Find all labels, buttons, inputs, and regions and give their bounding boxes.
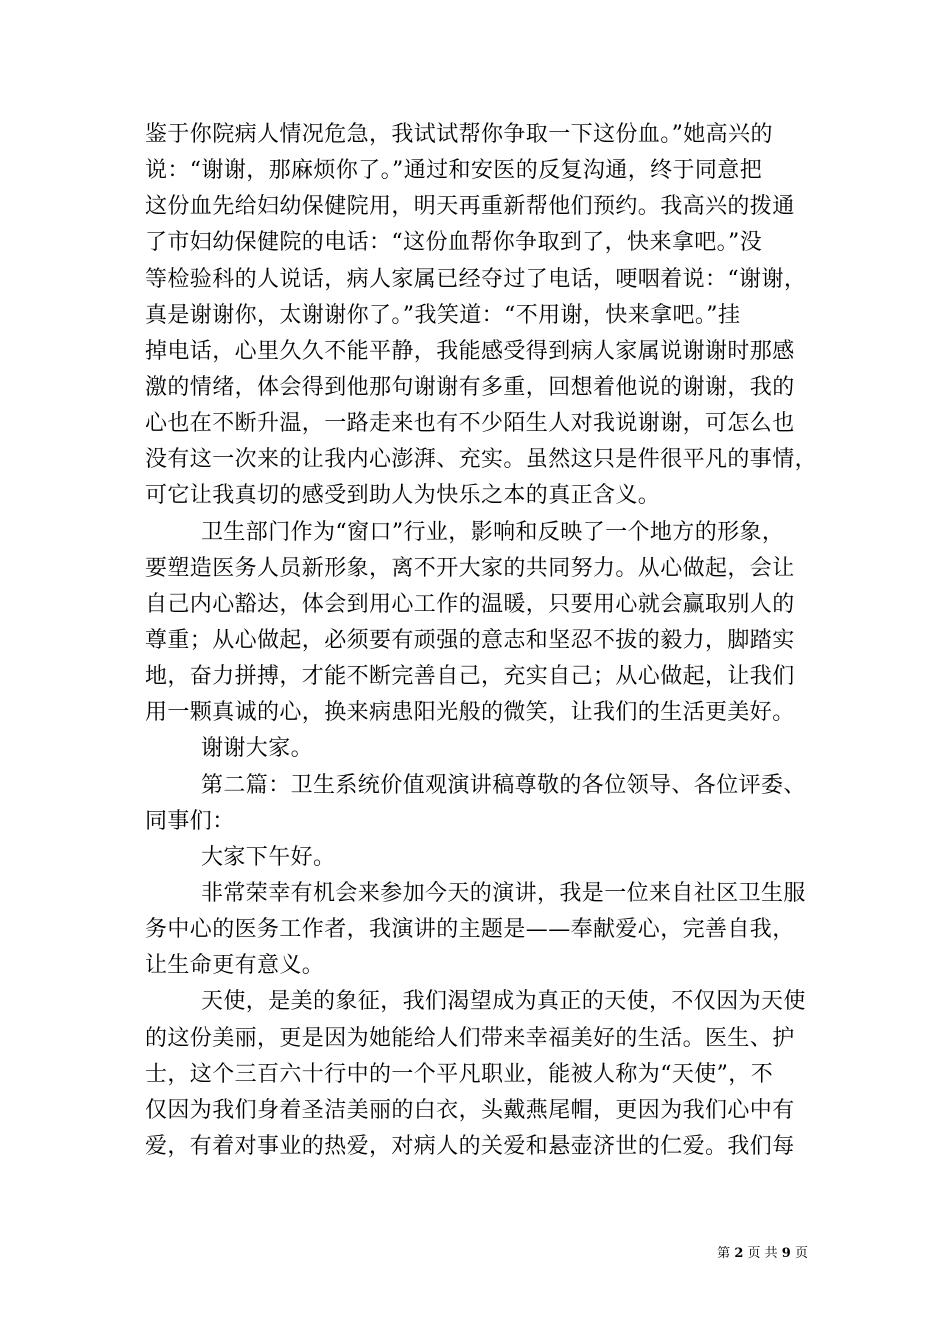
text-line: 卫生部门作为“窗口”行业，影响和反映了一个地方的形象，	[201, 519, 785, 545]
footer-middle: 页 共	[747, 1246, 778, 1261]
text-line: 士，这个三百六十行中的一个平凡职业，能被人称为“天使”，不	[145, 1061, 774, 1087]
text-line: 等检验科的人说话，病人家属已经夺过了电话，哽咽着说：“谢谢，	[145, 266, 807, 292]
text-line: 尊重；从心做起，必须要有顽强的意志和坚忍不拔的毅力，脚踏实	[145, 627, 795, 653]
current-page-number: 2	[734, 1246, 744, 1261]
text-line: 地，奋力拼搏，才能不断完善自己，充实自己；从心做起，让我们	[145, 664, 795, 690]
footer-suffix: 页	[794, 1246, 808, 1261]
text-line: 用一颗真诚的心，换来病患阳光般的微笑，让我们的生活更美好。	[145, 700, 795, 726]
text-line: 大家下午好。	[201, 844, 336, 870]
document-body	[145, 117, 818, 1165]
text-line: 没有这一次来的让我内心澎湃、充实。虽然这只是件很平凡的事情，	[145, 447, 818, 473]
text-line: 掉电话，心里久久不能平静，我能感受得到病人家属说谢谢时那感	[145, 338, 795, 364]
total-pages-number: 9	[781, 1246, 791, 1261]
text-line: 爱，有着对事业的热爱，对病人的关爱和悬壶济世的仁爱。我们每	[145, 1133, 795, 1159]
text-line: 仅因为我们身着圣洁美丽的白衣，头戴燕尾帽，更因为我们心中有	[145, 1097, 795, 1123]
text-line: 非常荣幸有机会来参加今天的演讲，我是一位来自社区卫生服	[201, 880, 806, 906]
text-line: 第二篇：卫生系统价值观演讲稿尊敬的各位领导、各位评委、	[201, 772, 806, 798]
text-line: 谢谢大家。	[201, 736, 314, 762]
footer-prefix: 第	[717, 1246, 731, 1261]
text-line: 让生命更有意义。	[145, 953, 325, 979]
text-line: 激的情绪，体会得到他那句谢谢有多重，回想着他说的谢谢，我的	[145, 374, 795, 400]
text-line: 真是谢谢你，太谢谢你了。”我笑道：“不用谢，快来拿吧。”挂	[145, 302, 741, 328]
text-line: 自己内心豁达，体会到用心工作的温暖，只要用心就会赢取别人的	[145, 591, 795, 617]
text-line: 同事们：	[145, 808, 235, 834]
text-line: 天使，是美的象征，我们渴望成为真正的天使，不仅因为天使	[201, 989, 806, 1015]
text-line: 了市妇幼保健院的电话：“这份血帮你争取到了，快来拿吧。”没	[145, 230, 763, 256]
text-line: 可它让我真切的感受到助人为快乐之本的真正含义。	[145, 483, 661, 509]
text-line: 说：“谢谢，那麻烦你了。”通过和安医的反复沟通，终于同意把	[145, 158, 763, 184]
text-line: 鉴于你院病人情况危急，我试试帮你争取一下这份血。”她高兴的	[145, 122, 773, 147]
text-line: 的这份美丽，更是因为她能给人们带来幸福美好的生活。医生、护	[145, 1025, 795, 1051]
text-line: 务中心的医务工作者，我演讲的主题是——奉献爱心，完善自我，	[145, 917, 795, 943]
text-line: 这份血先给妇幼保健院用，明天再重新帮他们预约。我高兴的拨通	[145, 194, 795, 220]
text-line: 要塑造医务人员新形象，离不开大家的共同努力。从心做起，会让	[145, 555, 795, 581]
page-footer	[717, 1246, 808, 1262]
text-line: 心也在不断升温，一路走来也有不少陌生人对我说谢谢，可怎么也	[145, 411, 795, 437]
